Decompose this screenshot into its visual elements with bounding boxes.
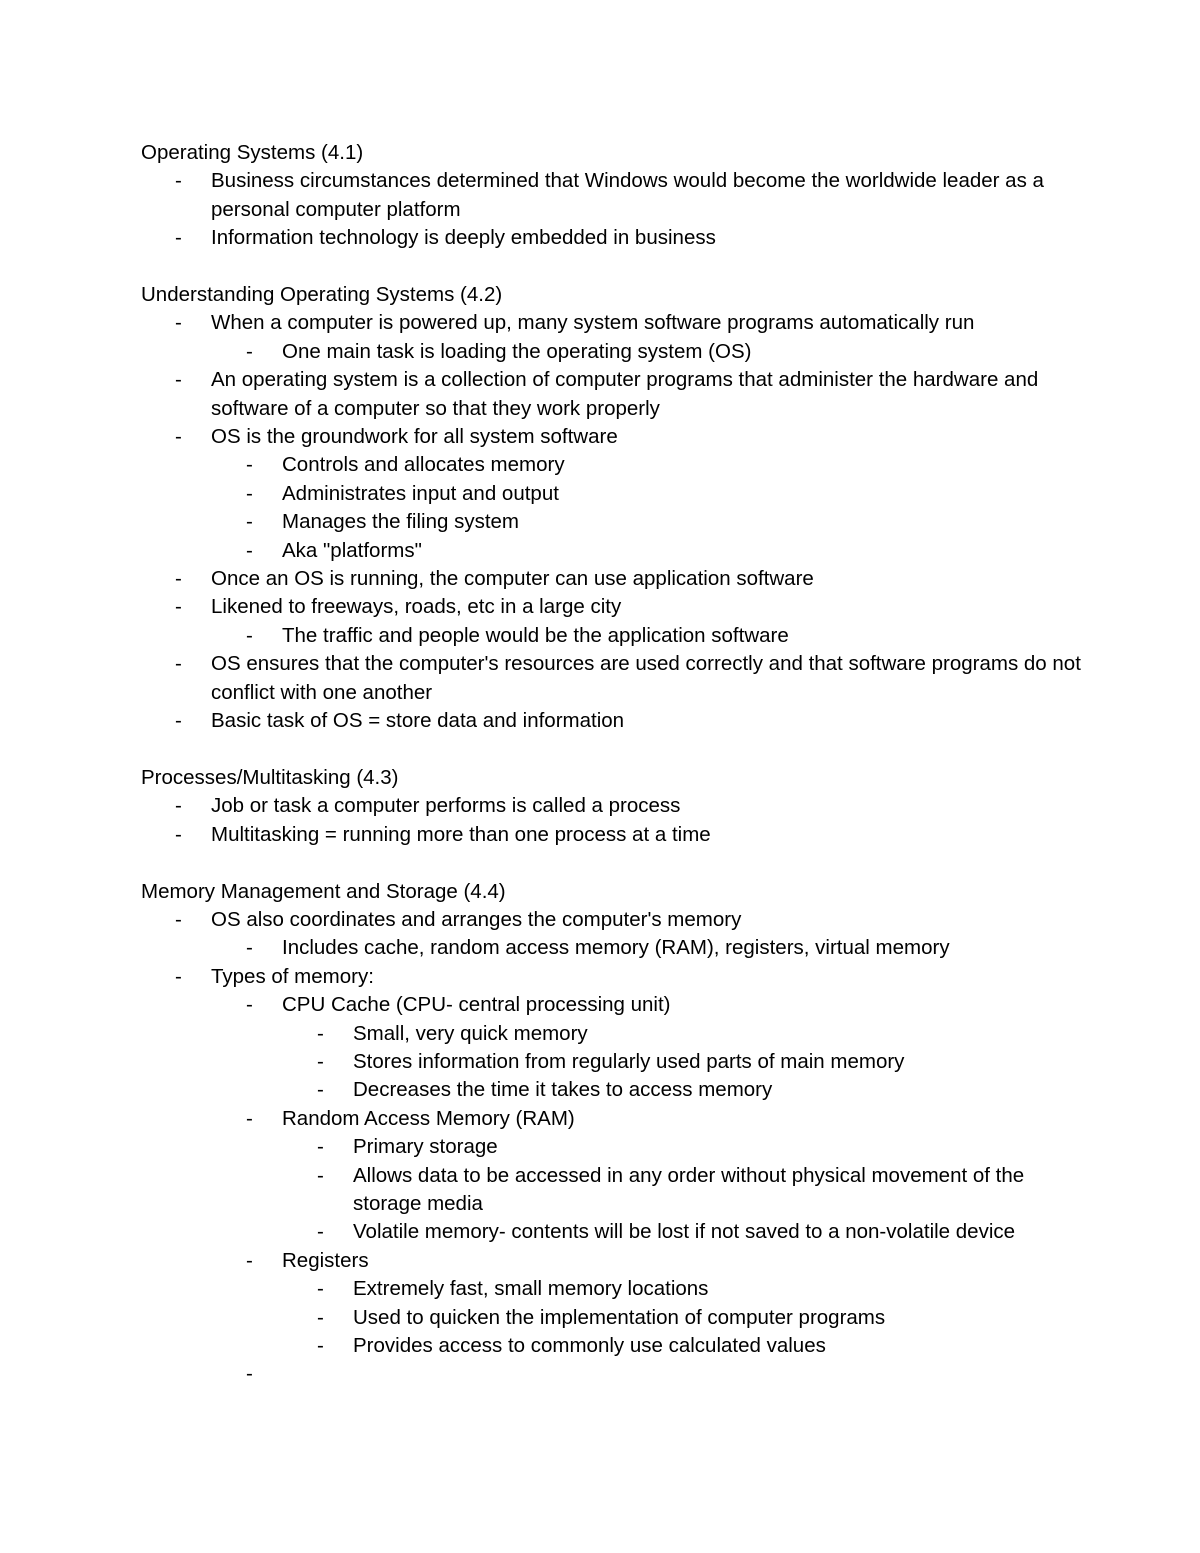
- bullet-text: CPU Cache (CPU- central processing unit): [282, 993, 671, 1017]
- bullet-item-level-2: [141, 480, 1081, 508]
- bullet-list: [141, 167, 1081, 252]
- notes-section: [141, 878, 1081, 1389]
- dash-bullet-icon: -: [246, 623, 253, 647]
- bullet-item-level-3: [141, 1133, 1081, 1161]
- bullet-item-level-2: [141, 934, 1081, 962]
- dash-bullet-icon: -: [175, 169, 182, 193]
- dash-bullet-icon: -: [246, 453, 253, 477]
- bullet-item-level-3: [141, 1020, 1081, 1048]
- dash-bullet-icon: -: [317, 1078, 324, 1102]
- bullet-text: Business circumstances determined that Windows would become the worldwide leader as a personal computer platform: [211, 169, 1044, 221]
- bullet-text: Registers: [282, 1248, 369, 1272]
- bullet-text: Volatile memory- contents will be lost if not saved to a non-volatile device: [353, 1220, 1016, 1244]
- bullet-text: Types of memory:: [211, 964, 374, 988]
- notes-section: [141, 764, 1081, 849]
- section-heading: Memory Management and Storage (4.4): [141, 879, 506, 903]
- bullet-item-level-2: [141, 1247, 1081, 1275]
- dash-bullet-icon: -: [246, 510, 253, 534]
- bullet-text: Once an OS is running, the computer can use application software: [211, 567, 814, 591]
- bullet-item-level-1: [141, 906, 1081, 934]
- bullet-item-level-3: [141, 1048, 1081, 1076]
- bullet-text: Used to quicken the implementation of computer programs: [353, 1305, 886, 1329]
- dash-bullet-icon: -: [317, 1135, 324, 1159]
- bullet-text: Aka "platforms": [282, 538, 422, 562]
- section-heading: Processes/Multitasking (4.3): [141, 765, 399, 789]
- bullet-item-level-3: [141, 1162, 1081, 1219]
- dash-bullet-icon: -: [317, 1049, 324, 1073]
- dash-bullet-icon: -: [175, 907, 182, 931]
- bullet-list: [141, 906, 1081, 1389]
- bullet-item-level-1: [141, 565, 1081, 593]
- bullet-item-level-2: [141, 451, 1081, 479]
- bullet-text: Controls and allocates memory: [282, 453, 565, 477]
- dash-bullet-icon: -: [175, 311, 182, 335]
- dash-bullet-icon: -: [175, 964, 182, 988]
- bullet-item-level-1: [141, 707, 1081, 735]
- bullet-text: [282, 1360, 1081, 1388]
- dash-bullet-icon: -: [317, 1334, 324, 1358]
- dash-bullet-icon: -: [317, 1021, 324, 1045]
- dash-bullet-icon: -: [175, 567, 182, 591]
- dash-bullet-icon: -: [317, 1163, 324, 1187]
- bullet-item-level-3: [141, 1218, 1081, 1246]
- dash-bullet-icon: -: [246, 1106, 253, 1130]
- dash-bullet-icon: -: [246, 993, 253, 1017]
- bullet-text: OS is the groundwork for all system software: [211, 425, 618, 449]
- bullet-item-level-2: [141, 991, 1081, 1019]
- dash-bullet-icon: -: [175, 652, 182, 676]
- bullet-item-level-2: [141, 1105, 1081, 1133]
- bullet-item-level-2: [141, 1360, 1081, 1388]
- dash-bullet-icon: -: [175, 425, 182, 449]
- dash-bullet-icon: -: [175, 226, 182, 250]
- bullet-item-level-1: [141, 650, 1081, 707]
- bullet-item-level-1: [141, 167, 1081, 224]
- notes-section: [141, 281, 1081, 736]
- bullet-text: Administrates input and output: [282, 481, 559, 505]
- bullet-item-level-3: [141, 1304, 1081, 1332]
- bullet-text: Allows data to be accessed in any order without physical movement of the storage media: [353, 1163, 1025, 1215]
- section-heading: Understanding Operating Systems (4.2): [141, 283, 503, 307]
- notes-content: [141, 139, 1081, 1389]
- bullet-item-level-1: [141, 792, 1081, 820]
- bullet-item-level-1: [141, 593, 1081, 621]
- bullet-text: OS also coordinates and arranges the computer's memory: [211, 907, 742, 931]
- dash-bullet-icon: -: [317, 1277, 324, 1301]
- dash-bullet-icon: -: [246, 339, 253, 363]
- bullet-text: An operating system is a collection of computer programs that administer the hardware and software of a computer so that they work properly: [211, 368, 1039, 420]
- bullet-text: One main task is loading the operating system (OS): [282, 339, 752, 363]
- bullet-text: Manages the filing system: [282, 510, 520, 534]
- bullet-text: Basic task of OS = store data and information: [211, 709, 625, 733]
- dash-bullet-icon: -: [175, 368, 182, 392]
- dash-bullet-icon: -: [317, 1220, 324, 1244]
- bullet-item-level-3: [141, 1076, 1081, 1104]
- bullet-item-level-1: [141, 309, 1081, 337]
- bullet-text: Multitasking = running more than one process at a time: [211, 822, 711, 846]
- bullet-text: Extremely fast, small memory locations: [353, 1277, 709, 1301]
- bullet-text: Includes cache, random access memory (RAM), registers, virtual memory: [282, 936, 950, 960]
- bullet-item-level-2: [141, 537, 1081, 565]
- dash-bullet-icon: -: [175, 595, 182, 619]
- bullet-text: Provides access to commonly use calculated values: [353, 1334, 826, 1358]
- bullet-text: OS ensures that the computer's resources are used correctly and that software programs do not conflict with one another: [211, 652, 1081, 704]
- bullet-item-level-1: [141, 821, 1081, 849]
- dash-bullet-icon: -: [175, 794, 182, 818]
- bullet-list: [141, 792, 1081, 849]
- bullet-item-level-1: [141, 963, 1081, 991]
- dash-bullet-icon: -: [175, 822, 182, 846]
- bullet-item-level-2: [141, 622, 1081, 650]
- bullet-text: Random Access Memory (RAM): [282, 1106, 575, 1130]
- dash-bullet-icon: -: [246, 936, 253, 960]
- bullet-item-level-3: [141, 1332, 1081, 1360]
- dash-bullet-icon: -: [246, 1248, 253, 1272]
- bullet-text: Likened to freeways, roads, etc in a large city: [211, 595, 622, 619]
- bullet-text: Information technology is deeply embedded in business: [211, 226, 716, 250]
- bullet-item-level-2: [141, 508, 1081, 536]
- dash-bullet-icon: -: [246, 1362, 253, 1386]
- bullet-text: The traffic and people would be the application software: [282, 623, 789, 647]
- bullet-item-level-3: [141, 1275, 1081, 1303]
- dash-bullet-icon: -: [246, 538, 253, 562]
- bullet-text: Primary storage: [353, 1135, 498, 1159]
- bullet-item-level-1: [141, 224, 1081, 252]
- dash-bullet-icon: -: [317, 1305, 324, 1329]
- bullet-item-level-1: [141, 423, 1081, 451]
- dash-bullet-icon: -: [175, 709, 182, 733]
- bullet-text: When a computer is powered up, many system software programs automatically run: [211, 311, 975, 335]
- dash-bullet-icon: -: [246, 481, 253, 505]
- bullet-list: [141, 309, 1081, 735]
- bullet-text: Stores information from regularly used parts of main memory: [353, 1049, 905, 1073]
- bullet-item-level-2: [141, 338, 1081, 366]
- bullet-item-level-1: [141, 366, 1081, 423]
- bullet-text: Small, very quick memory: [353, 1021, 588, 1045]
- bullet-text: Decreases the time it takes to access memory: [353, 1078, 773, 1102]
- notes-section: [141, 139, 1081, 253]
- section-heading: Operating Systems (4.1): [141, 141, 364, 164]
- bullet-text: Job or task a computer performs is called a process: [211, 794, 681, 818]
